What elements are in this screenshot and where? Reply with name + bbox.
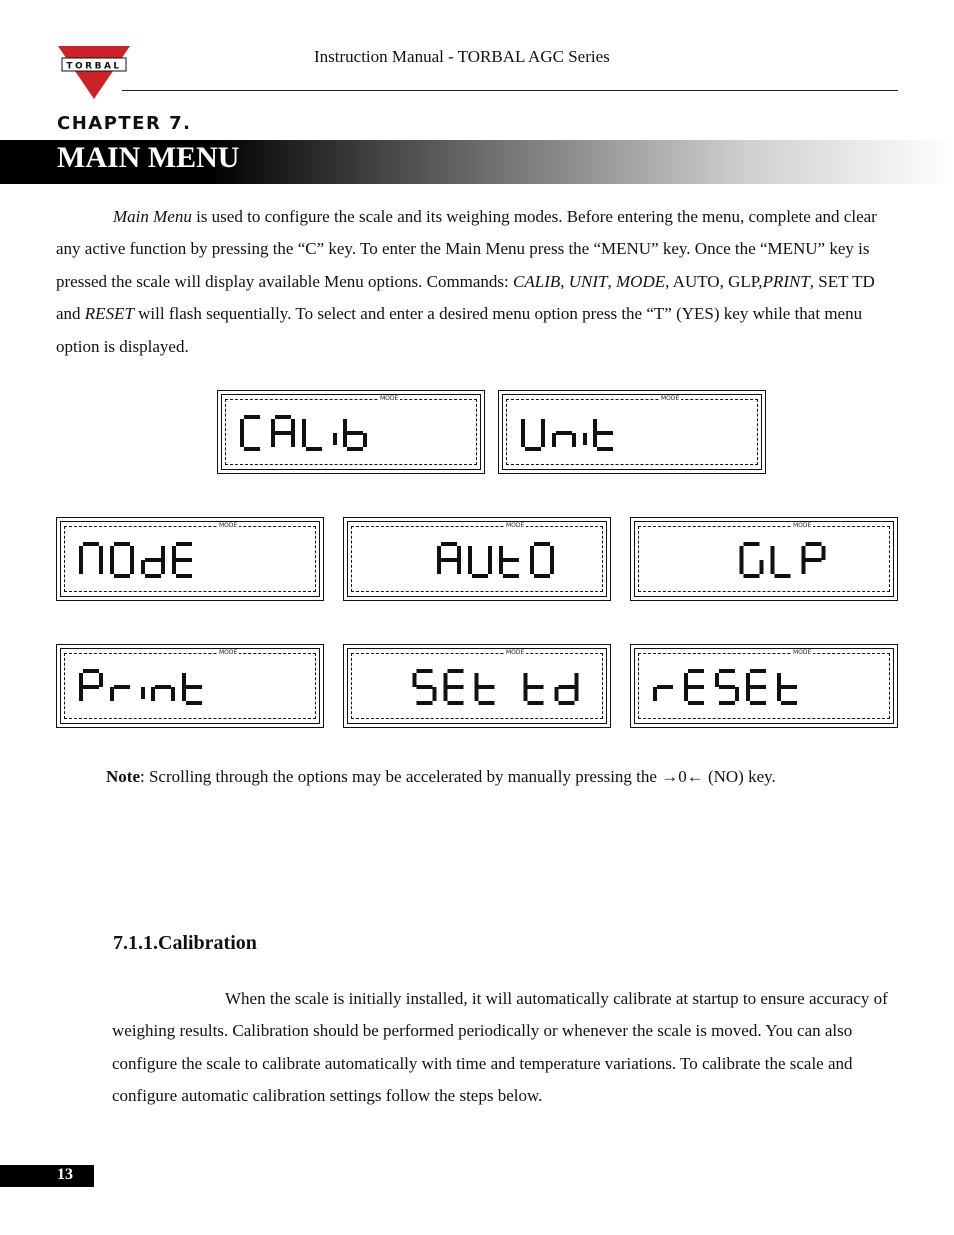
intro-text-4: will flash sequentially. To select and enter a desired menu option press the “T” (YES) key while that menu option is displayed.	[56, 304, 863, 356]
lcd-display-glp	[630, 517, 898, 601]
section-heading: 7.1.1.Calibration	[113, 932, 257, 954]
mode-label: MODE	[793, 522, 812, 529]
lcd-text-reset	[651, 669, 881, 709]
cmd-calib: CALIB	[513, 271, 561, 291]
lcd-display-unit	[498, 390, 766, 474]
note-text-end: (NO) key.	[703, 767, 776, 786]
lcd-text-settd	[364, 669, 594, 709]
intro-sep-2: ,	[607, 271, 616, 291]
calibration-text: When the scale is initially installed, it will automatically calibrate at startup to ensure accuracy of weighing results. Calibration should be performed periodically or whenever the scale is moved. You can also configure the scale to calibrate automatically with time and temperature variations. To calibrate the scale and configure automatic calibration settings follow the steps below.	[112, 989, 888, 1106]
lcd-display-print	[56, 644, 324, 728]
lcd-display-mode	[56, 517, 324, 601]
cmd-unit: UNIT	[568, 271, 608, 291]
lcd-text-calib	[238, 415, 468, 455]
lcd-text-glp	[651, 542, 881, 582]
mode-label: MODE	[506, 649, 525, 656]
main-menu-term: Main Menu	[113, 207, 192, 226]
mode-label: MODE	[219, 522, 238, 529]
logo-text: TORBAL	[66, 61, 122, 72]
lcd-text-unit	[519, 415, 749, 455]
intro-text-3: , SET TD and	[56, 271, 875, 324]
mode-label: MODE	[793, 649, 812, 656]
note-label: Note	[106, 767, 140, 786]
lcd-display-auto	[343, 517, 611, 601]
lcd-text-mode	[77, 542, 307, 582]
cmd-mode: MODE	[616, 271, 666, 291]
calibration-paragraph	[112, 983, 907, 1113]
intro-sep-1: ,	[560, 271, 569, 291]
page-number-box	[0, 1165, 94, 1187]
mode-label: MODE	[506, 522, 525, 529]
lcd-display-reset	[630, 644, 898, 728]
cmd-reset: RESET	[84, 304, 134, 324]
torbal-logo	[58, 42, 130, 100]
zero-key-symbol: →0←	[661, 767, 704, 786]
lcd-text-auto	[364, 542, 594, 582]
intro-paragraph	[56, 201, 901, 363]
chapter-label: CHAPTER 7.	[57, 113, 192, 134]
note	[106, 767, 776, 787]
intro-text-1: is used to configure the scale and its weighing modes. Before entering the menu, complete and clear any active function by pressing the “C” key. To enter the Main Menu press the “MENU” key. Once the “MENU” key is pressed the scale will display available Menu options. Commands:	[56, 207, 877, 291]
cmd-print: PRINT	[762, 271, 810, 291]
mode-label: MODE	[661, 395, 680, 402]
lcd-display-calib	[217, 390, 485, 474]
lcd-text-print	[77, 669, 307, 709]
intro-text-2: , AUTO, GLP,	[665, 271, 763, 291]
lcd-display-settd	[343, 644, 611, 728]
mode-label: MODE	[219, 649, 238, 656]
chapter-title: MAIN MENU	[57, 141, 240, 174]
page-number: 13	[57, 1166, 73, 1183]
note-text: : Scrolling through the options may be accelerated by manually pressing the	[139, 767, 662, 786]
header-title: Instruction Manual - TORBAL AGC Series	[314, 47, 610, 66]
header-divider	[122, 90, 898, 91]
mode-label: MODE	[380, 395, 399, 402]
